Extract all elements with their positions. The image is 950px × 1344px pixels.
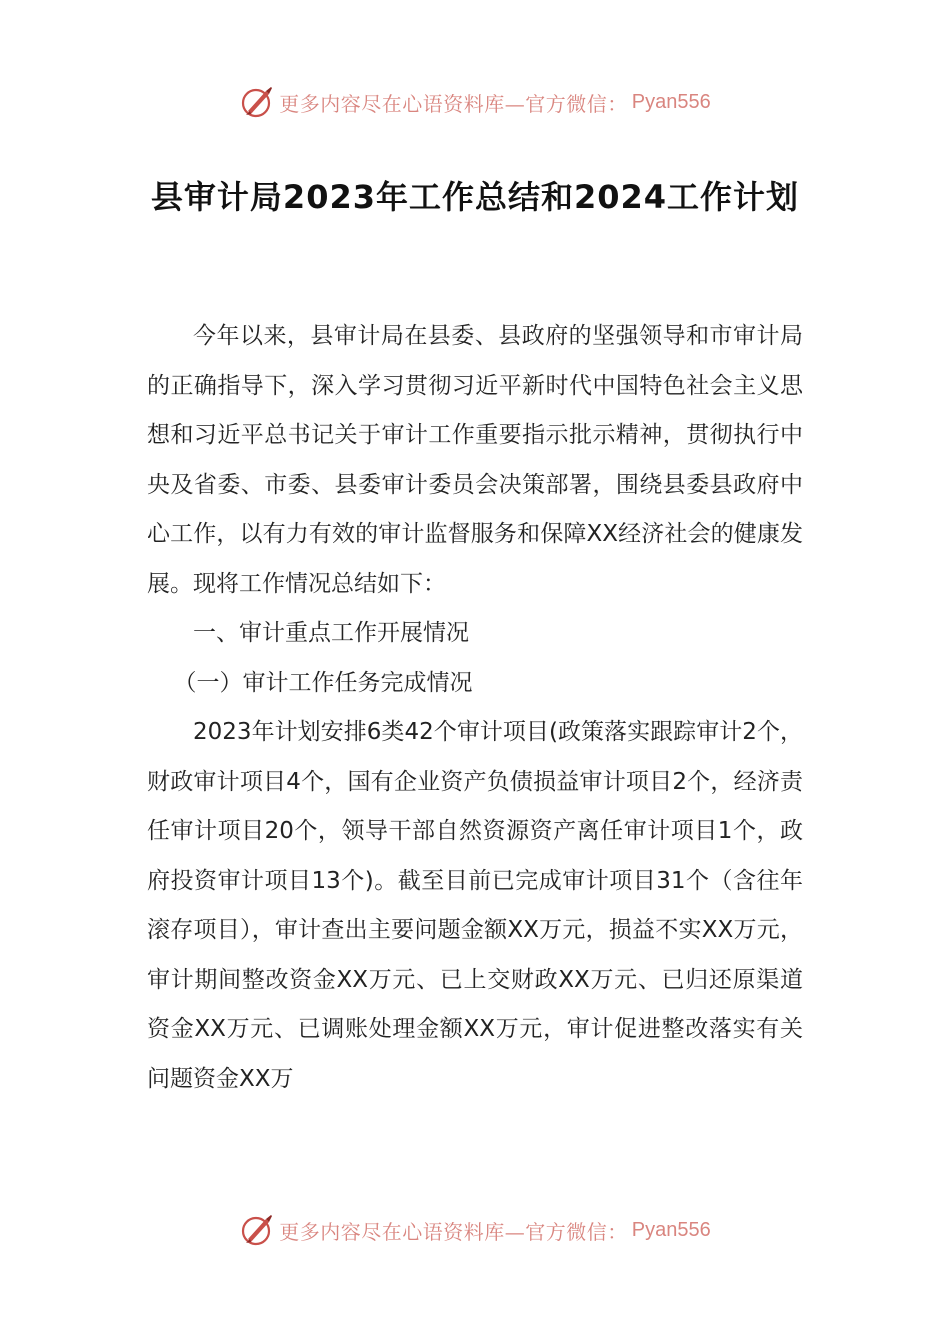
watermark-wechat-id: Pyan556 — [631, 1218, 711, 1241]
watermark-footer — [0, 1210, 950, 1250]
body-paragraph: 2023年计划安排6类42个审计项目(政策落实跟踪审计2个，财政审计项目4个，国有企业资产负债损益审计项目2个，经济责任审计项目20个，领导干部自然资源资产离任审计项目1个，政府投资审计项目13个)。截至目前已完成审计项目31个（含往年滚存项目），审计查出主要问题金额XX万元，损益不实XX万元，审计期间整改资金XX万元、已上交财政XX万元、已归还原渠道资金XX万元、已调账处理金额XX万元，审计促进整改落实有关问题资金XX万 — [147, 719, 803, 1092]
watermark-text: 更多内容尽在心语资料库—官方微信： — [279, 91, 628, 116]
document-title: 县审计局2023年工作总结和2024工作计划 — [150, 178, 800, 216]
document-body — [147, 312, 803, 1104]
watermark-text: 更多内容尽在心语资料库—官方微信： — [279, 1219, 628, 1244]
section-heading: 一、审计重点工作开展情况 — [193, 620, 469, 646]
pen-logo-icon — [239, 1212, 275, 1248]
watermark-header — [0, 82, 950, 122]
watermark-wechat-id: Pyan556 — [631, 90, 711, 113]
subsection-heading: （一）审计工作任务完成情况 — [173, 669, 473, 696]
intro-paragraph: 今年以来，县审计局在县委、县政府的坚强领导和市审计局的正确指导下，深入学习贯彻习近平新时代中国特色社会主义思想和习近平总书记关于审计工作重要指示批示精神，贯彻执行中央及省委、市委、县委审计委员会决策部署，围绕县委县政府中心工作，以有力有效的审计监督服务和保障XX经济社会的健康发展。现将工作情况总结如下： — [147, 323, 803, 597]
pen-logo-icon — [239, 84, 275, 120]
